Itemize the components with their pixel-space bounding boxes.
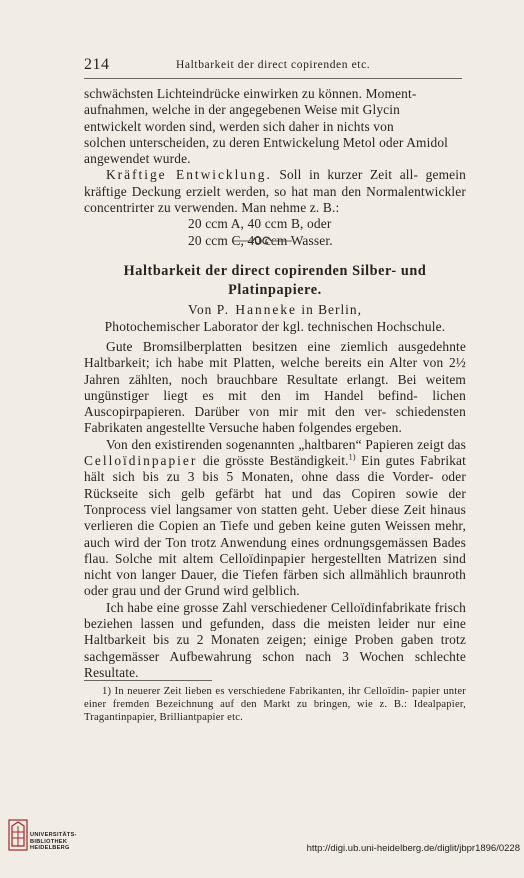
development-paragraph <box>84 167 466 216</box>
development-heading: Kräftige Entwicklung. <box>106 167 272 183</box>
library-name-line: UNIVERSITÄTS- <box>30 832 77 838</box>
library-name-line: BIBLIOTHEK <box>30 838 68 845</box>
text-line: entwickelt worden sind, werden sich daher in nichts von <box>84 118 394 134</box>
paragraph-2-mid: die grösste Beständigkeit. <box>202 453 349 469</box>
institution: Photochemischer Laborator der kgl. technischen Hochschule. <box>104 319 446 334</box>
text-line: aufnahmen, welche in der angegebenen Weise mit Glycin <box>84 102 400 118</box>
running-title: Haltbarkeit der direct copirenden etc. <box>176 59 371 71</box>
paragraph-2-start: Von den existirenden sogenannten „haltbaren“ Papieren zeigt das <box>106 436 466 452</box>
text-line: angewendet wurde. <box>84 151 191 167</box>
ornament-icon <box>230 235 294 247</box>
recipe-line: 20 ccm A, 40 ccm B, oder <box>188 216 332 232</box>
continuation-text <box>84 86 466 249</box>
paragraph-2-end: Ein gutes Fabrikat hält sich bis zu 3 bis 5 Monaten, ohne dass die Vorder- oder Rückseite sich gelb gefärbt hat und das Copiren sowie der Tonprocess viel langsamer von statten geht. Ueber diese Zeit hinaus verlieren die Copien an Tiefe und geben keine guten Weissen mehr, auch wird der Ton trotz Anwendung eines ordnungsgemässen Bades flau. Solche mit altem Celloïdinpapier hergestellten Matrizen sind nicht von langer Dauer, die Tiefen färben sich allmählich braunroth oder grau und der Grund wird gelblich. <box>84 453 467 599</box>
author-line <box>84 302 466 318</box>
author-prefix: Von <box>188 302 213 317</box>
library-name-line: HEIDELBERG <box>30 845 70 852</box>
footnote-text: 1) In neuerer Zeit lieben es verschiedene Fabrikanten, ihr Celloïdin- papier unter einer fremden Bezeichnung auf den Markt zu bringen, wie z. B.: Idealpapier, Tragantinpapier, Brilliantpapier etc. <box>84 686 466 724</box>
article-body <box>84 339 466 681</box>
paragraph-3: Ich habe eine grosse Zahl verschiedener Celloïdinfabrikate frisch beziehen lassen und gefunden, dass die meisten leider nur eine Haltbarkeit bis zu 2 Monaten zeigen; einige Proben gaben trotz sachgemässer Aufbewahrung schon nach 3 Wochen schlechte Resultate. <box>84 599 466 680</box>
library-name <box>30 832 77 852</box>
section-ornament <box>0 234 524 252</box>
author-suffix: in Berlin, <box>301 302 362 317</box>
paragraph-2 <box>84 437 466 600</box>
footnote-marker: 1) <box>348 452 356 462</box>
recipe-line: 20 ccm C, 40 ccm Wasser. <box>188 232 333 248</box>
text-line: solchen unterscheiden, zu deren Entwickelung Metol oder Amidol <box>84 134 449 150</box>
running-head <box>84 56 462 76</box>
header-rule <box>84 78 462 79</box>
author-name: P. Hanneke <box>216 302 297 317</box>
development-text: Soll in kurzer Zeit all- gemein kräftige Deckung erzielt werden, so hat man den Normalentwickler concentrirter zu verwenden. Man nehme z. B.: <box>84 167 466 216</box>
source-url[interactable]: http://digi.ub.uni-heidelberg.de/diglit/jbpr1896/0228 <box>306 843 520 854</box>
page-number: 214 <box>84 56 110 73</box>
footnote <box>84 685 466 725</box>
university-library-logo-icon <box>8 818 28 852</box>
footnote-rule <box>84 680 212 681</box>
paragraph-1: Gute Bromsilberplatten besitzen eine ziemlich ausgedehnte Haltbarkeit; ich habe mit Platten, welche bereits ein Alter von 2½ Jahren zählten, noch brauchbare Resultate erlangt. Bei weitem ungünstiger liegt es mit den im Handel befind- lichen Auscopirpapieren. Darüber von mir mit den ver- schiedensten Fabrikaten angestellte Versuche haben folgendes ergeben. <box>84 339 466 436</box>
text-line: schwächsten Lichteindrücke einwirken zu können. Moment- <box>84 86 417 101</box>
article-title: Haltbarkeit der direct copirenden Silber- und Platinpapiere. <box>123 263 427 298</box>
celloidin-term: Celloïdinpapier <box>84 453 198 469</box>
